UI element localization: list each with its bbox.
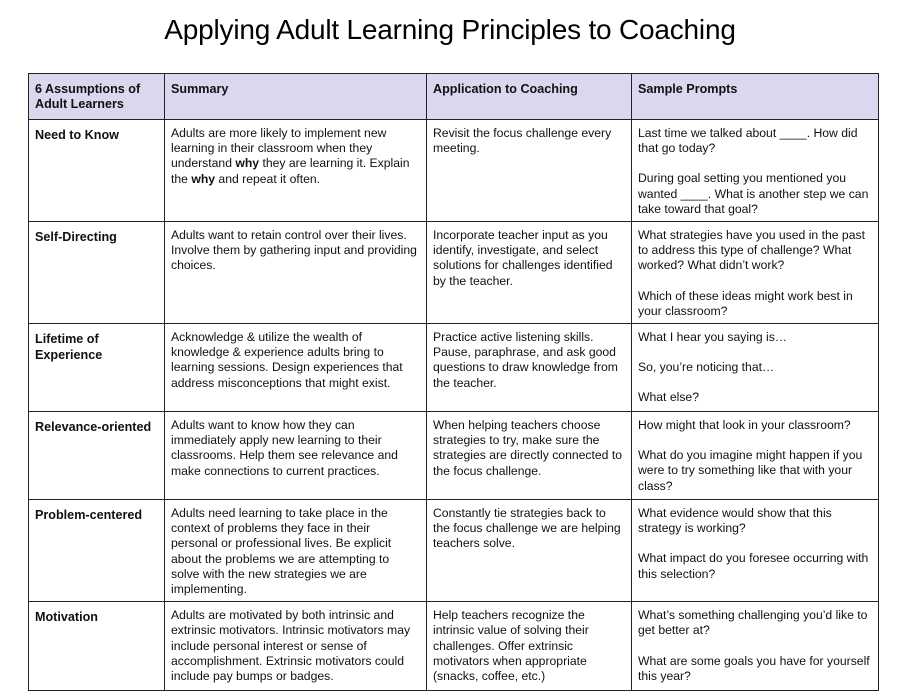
application-cell: Revisit the focus challenge every meeting. <box>427 120 632 222</box>
sample-prompt: What evidence would show that this strategy is working? <box>638 506 832 536</box>
summary-cell: Adults are motivated by both intrinsic and extrinsic motivators. Intrinsic motivators may include personal interest or sense of accomplishment. Extrinsic motivators could include pay bumps or badges. <box>165 602 427 691</box>
table-row-motivation <box>29 602 879 691</box>
prompts-cell <box>632 412 879 500</box>
header-application: Application to Coaching <box>427 74 632 120</box>
table-row-lifetime-of-experience <box>29 324 879 412</box>
prompt-spacer <box>638 536 872 551</box>
prompt-spacer <box>638 375 872 390</box>
summary-cell: Adults want to retain control over their lives. Involve them by gathering input and providing choices. <box>165 222 427 324</box>
prompt-spacer <box>638 274 872 289</box>
assumption-cell: Problem-centered <box>29 500 165 602</box>
page-title: Applying Adult Learning Principles to Coaching <box>164 14 736 45</box>
header-assumptions: 6 Assumptions of Adult Learners <box>29 74 165 120</box>
summary-cell: Adults want to know how they can immediately apply new learning to their classrooms. Help them see relevance and make connections to current practices. <box>165 412 427 500</box>
application-cell: Help teachers recognize the intrinsic value of solving their challenges. Offer extrinsic motivators when appropriate (snacks, coffee, etc.) <box>427 602 632 691</box>
sample-prompt: So, you’re noticing that… <box>638 360 775 375</box>
assumption-cell: Relevance-oriented <box>29 412 165 500</box>
sample-prompt: Which of these ideas might work best in your classroom? <box>638 288 853 318</box>
summary-emphasis: why <box>235 156 260 171</box>
application-cell: Constantly tie strategies back to the focus challenge we are helping teachers solve. <box>427 500 632 602</box>
summary-cell <box>165 120 427 222</box>
application-cell: Practice active listening skills. Pause, paraphrase, and ask good questions to draw knowledge from the teacher. <box>427 324 632 412</box>
header-sample-prompts: Sample Prompts <box>632 74 879 120</box>
sample-prompt: What strategies have you used in the past to address this type of challenge? What worked? What didn’t work? <box>638 228 865 273</box>
sample-prompt: What impact do you foresee occurring with this selection? <box>638 551 869 581</box>
sample-prompt: How might that look in your classroom? <box>638 418 851 433</box>
assumption-cell: Motivation <box>29 602 165 691</box>
table-row-relevance-oriented <box>29 412 879 500</box>
prompts-cell <box>632 222 879 324</box>
table-row-self-directing <box>29 222 879 324</box>
prompt-spacer <box>638 156 872 171</box>
application-cell: Incorporate teacher input as you identify, investigate, and select solutions for challenges identified by the teacher. <box>427 222 632 324</box>
sample-prompt: What are some goals you have for yourself this year? <box>638 653 870 683</box>
assumption-cell: Lifetime of Experience <box>29 324 165 412</box>
header-summary: Summary <box>165 74 427 120</box>
prompt-spacer <box>638 345 872 360</box>
sample-prompt: What’s something challenging you’d like to get better at? <box>638 608 868 638</box>
application-cell: When helping teachers choose strategies to try, make sure the strategies are directly connected to the focus challenge. <box>427 412 632 500</box>
table-header-row <box>29 74 879 120</box>
adult-learning-table <box>28 73 879 691</box>
prompts-cell <box>632 602 879 691</box>
summary-cell: Adults need learning to take place in the context of problems they face in their personal or professional lives. Be explicit about the problems we are attempting to solve with the new strategies we are implementing. <box>165 500 427 602</box>
assumption-cell: Need to Know <box>29 120 165 222</box>
table-row-problem-centered <box>29 500 879 602</box>
assumption-cell: Self-Directing <box>29 222 165 324</box>
sample-prompt: What do you imagine might happen if you were to try something like that with your class? <box>638 448 863 493</box>
prompts-cell <box>632 324 879 412</box>
summary-text: and repeat it often. <box>215 171 321 186</box>
prompt-spacer <box>638 639 872 654</box>
prompts-cell <box>632 120 879 222</box>
prompt-spacer <box>638 433 872 448</box>
summary-text: they are learning it. Explain the <box>171 156 410 186</box>
summary-emphasis: why <box>191 171 216 186</box>
sample-prompt: What else? <box>638 390 699 405</box>
sample-prompt: Last time we talked about ____. How did that go today? <box>638 126 858 156</box>
sample-prompt: During goal setting you mentioned you wanted ____. What is another step we can take toward that goal? <box>638 171 869 216</box>
table-row-need-to-know <box>29 120 879 222</box>
prompts-cell <box>632 500 879 602</box>
summary-text: Adults are more likely to implement new learning in their classroom when they understand <box>171 126 387 171</box>
summary-cell: Acknowledge & utilize the wealth of knowledge & experience adults bring to learning sessions. Design experiences that address misconceptions that might exist. <box>165 324 427 412</box>
sample-prompt: What I hear you saying is… <box>638 330 788 345</box>
